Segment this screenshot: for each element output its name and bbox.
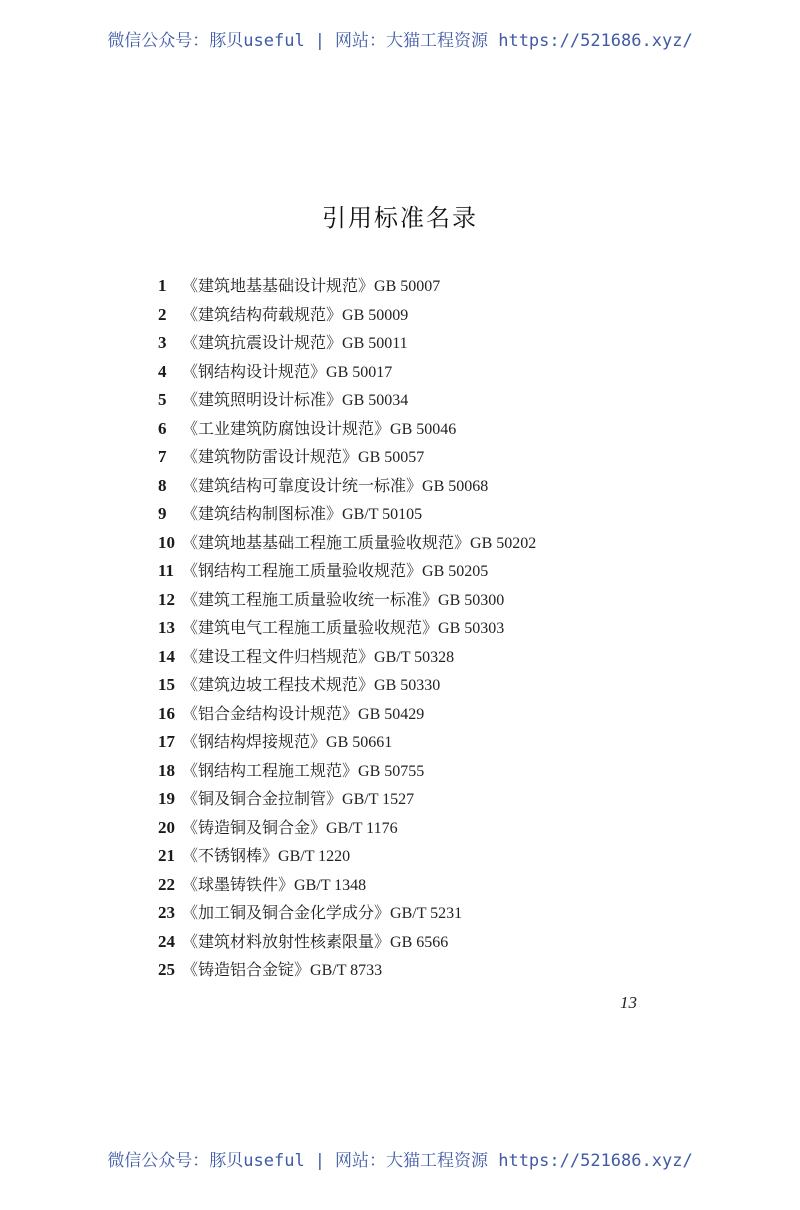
item-number: 14	[158, 646, 175, 666]
item-number: 7	[158, 447, 167, 466]
list-item	[158, 557, 536, 586]
standard-code: GB 50009	[342, 306, 409, 324]
item-number: 17	[158, 732, 175, 751]
standard-name: 《建筑地基基础工程施工质量验收规范》	[182, 532, 471, 552]
item-number: 23	[158, 903, 175, 922]
standard-name: 《工业建筑防腐蚀设计规范》	[182, 418, 391, 438]
list-item	[158, 386, 536, 415]
item-number: 25	[158, 960, 175, 979]
standard-name: 《铜及铜合金拉制管》	[182, 789, 343, 808]
standard-code: GB 50205	[422, 563, 489, 580]
standard-name: 《铝合金结构设计规范》	[182, 703, 359, 723]
standard-name: 《钢结构焊接规范》	[182, 732, 327, 751]
banner-separator: |	[314, 1151, 325, 1171]
list-item	[158, 614, 536, 643]
banner-separator: |	[314, 31, 325, 51]
standard-name: 《不锈钢棒》	[182, 846, 279, 865]
standards-list	[158, 272, 536, 985]
list-item	[158, 899, 536, 928]
item-number: 4	[158, 361, 167, 381]
list-item	[158, 757, 536, 786]
item-number: 1	[158, 276, 167, 295]
standard-name: 《建筑结构制图标准》	[182, 504, 343, 523]
standard-code: GB 50755	[358, 762, 425, 780]
standard-code: GB 50330	[374, 677, 441, 694]
standard-code: GB 50202	[470, 534, 537, 552]
item-number: 12	[158, 589, 175, 609]
standard-name: 《建筑材料放射性核素限量》	[182, 931, 391, 951]
list-item	[158, 700, 536, 729]
standard-code: GB 50429	[358, 705, 425, 723]
standard-name: 《钢结构工程施工质量验收规范》	[182, 561, 423, 580]
item-number: 11	[158, 561, 175, 580]
standard-name: 《建筑抗震设计规范》	[182, 333, 343, 352]
standard-code: GB/T 1220	[278, 848, 351, 865]
standard-name: 《建筑照明设计标准》	[182, 390, 343, 409]
item-number: 22	[158, 874, 175, 894]
standard-name: 《建筑地基基础设计规范》	[182, 276, 375, 295]
item-number: 18	[158, 760, 175, 780]
standard-code: GB 50057	[358, 449, 425, 466]
list-item	[158, 671, 536, 700]
standard-name: 《铸造铜及铜合金》	[182, 817, 327, 837]
list-item	[158, 728, 536, 757]
item-number: 20	[158, 817, 175, 837]
standard-code: GB/T 8733	[310, 962, 383, 979]
standard-code: GB 50661	[326, 734, 393, 751]
banner-account-text: 微信公众号：豚贝useful	[107, 1151, 305, 1171]
item-number: 13	[158, 618, 175, 637]
standard-code: GB/T 50105	[342, 506, 423, 523]
list-item	[158, 814, 536, 843]
standard-code: GB 50034	[342, 392, 409, 409]
item-number: 21	[158, 846, 175, 865]
standard-code: GB/T 1348	[294, 876, 367, 894]
item-number: 15	[158, 675, 175, 694]
item-number: 2	[158, 304, 167, 324]
standard-code: GB 50046	[390, 420, 457, 438]
list-item	[158, 472, 536, 501]
list-item	[158, 272, 536, 301]
standard-name: 《建筑电气工程施工质量验收规范》	[182, 618, 439, 637]
page-title: 引用标准名录	[322, 204, 478, 232]
standard-code: GB 50068	[422, 477, 489, 495]
item-number: 9	[158, 504, 167, 523]
list-item	[158, 928, 536, 957]
standard-code: GB 50300	[438, 591, 505, 609]
item-number: 10	[158, 532, 175, 552]
standard-name: 《建筑结构可靠度设计统一标准》	[182, 475, 423, 495]
item-number: 8	[158, 475, 167, 495]
standard-code: GB/T 1527	[342, 791, 415, 808]
standard-code: GB 50007	[374, 278, 441, 295]
standard-name: 《钢结构设计规范》	[182, 361, 327, 381]
standard-code: GB/T 50328	[374, 648, 455, 666]
list-item	[158, 415, 536, 444]
standard-name: 《加工铜及铜合金化学成分》	[182, 903, 391, 922]
standard-code: GB 6566	[390, 933, 449, 951]
standard-name: 《铸造铝合金锭》	[182, 960, 311, 979]
header-banner	[0, 26, 800, 51]
standard-name: 《建设工程文件归档规范》	[182, 646, 375, 666]
item-number: 5	[158, 390, 167, 409]
list-item	[158, 500, 536, 529]
banner-site-text: 网站：大猫工程资源 https://521686.xyz/	[334, 1151, 693, 1171]
standard-name: 《钢结构工程施工规范》	[182, 760, 359, 780]
standard-name: 《建筑结构荷载规范》	[182, 304, 343, 324]
list-item	[158, 785, 536, 814]
list-item	[158, 301, 536, 330]
list-item	[158, 443, 536, 472]
standard-name: 《建筑工程施工质量验收统一标准》	[182, 589, 439, 609]
standard-name: 《建筑边坡工程技术规范》	[182, 675, 375, 694]
item-number: 3	[158, 333, 167, 352]
list-item	[158, 586, 536, 615]
item-number: 6	[158, 418, 167, 438]
list-item	[158, 643, 536, 672]
footer-banner	[0, 1146, 800, 1171]
item-number: 19	[158, 789, 175, 808]
standard-name: 《球墨铸铁件》	[182, 874, 295, 894]
standard-code: GB/T 5231	[390, 905, 463, 922]
standard-code: GB 50011	[342, 335, 408, 352]
banner-account-text: 微信公众号：豚贝useful	[107, 31, 305, 51]
page-number: 13	[620, 993, 637, 1012]
list-item	[158, 842, 536, 871]
item-number: 16	[158, 703, 175, 723]
list-item	[158, 956, 536, 985]
standard-code: GB/T 1176	[326, 819, 398, 837]
standard-code: GB 50303	[438, 620, 505, 637]
standard-name: 《建筑物防雷设计规范》	[182, 447, 359, 466]
list-item	[158, 871, 536, 900]
banner-site-text: 网站：大猫工程资源 https://521686.xyz/	[334, 31, 693, 51]
list-item	[158, 358, 536, 387]
item-number: 24	[158, 931, 175, 951]
standard-code: GB 50017	[326, 363, 393, 381]
list-item	[158, 329, 536, 358]
list-item	[158, 529, 536, 558]
